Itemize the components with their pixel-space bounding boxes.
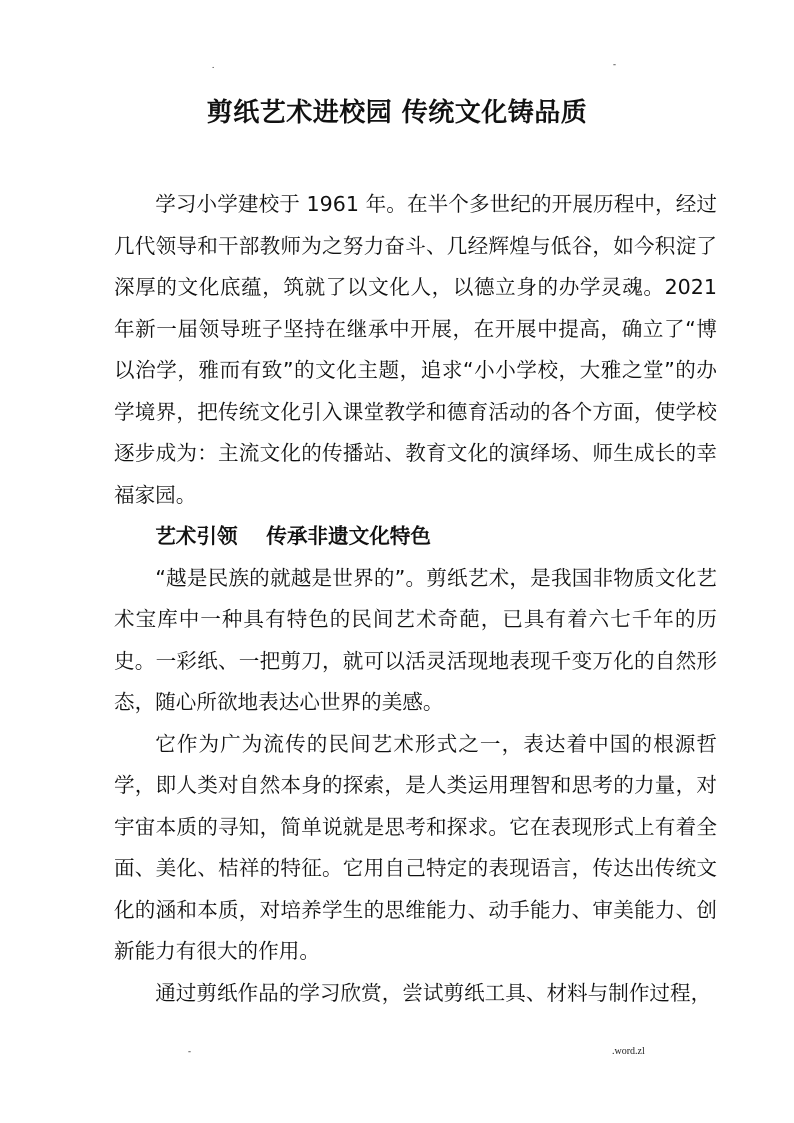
section-heading: 艺术引领 传承非遗文化特色 <box>155 524 431 548</box>
document-body <box>114 184 717 1014</box>
paragraph-paper-cutting-value: 它作为广为流传的民间艺术形式之一，表达着中国的根源哲学，即人类对自然本身的探索，是人类运用理智和思考的力量，对宇宙本质的寻知，简单说就是思考和探求。它在表现形式上有着全面、美化、桔祥的特征。它用自己特定的表现语言，传达出传统文化的涵和本质，对培养学生的思维能力、动手能力、审美能力、创新能力有很大的作用。 <box>114 731 717 963</box>
header-right-mark: - <box>613 59 616 69</box>
paragraph-paper-cutting-intro: “越是民族的就越是世界的”。剪纸艺术，是我国非物质文化艺术宝库中一种具有特色的民间艺术奇葩，已具有着六七千年的历史。一彩纸、一把剪刀，就可以活灵活现地表现千变万化的自然形态，随心所欲地表达心世界的美感。 <box>114 565 717 714</box>
header-left-mark: . <box>212 60 215 70</box>
footer-right-mark: .word.zl <box>612 1046 645 1057</box>
footer-left-mark: - <box>188 1046 191 1056</box>
paragraph-learning-process: 通过剪纸作品的学习欣赏，尝试剪纸工具、材料与制作过程， <box>155 980 712 1005</box>
paragraph-school-history: 学习小学建校于 1961 年。在半个多世纪的开展历程中，经过几代领导和干部教师为之努力奋斗、几经辉煌与低谷，如今积淀了深厚的文化底蕴，筑就了以文化人，以德立身的办学灵魂。2021 年新一届领导班子坚持在继承中开展，在开展中提高，确立了“博以治学，雅而有致”的文化主题，追求“小小学校，大雅之堂”的办学境界，把传统文化引入课堂教学和德育活动的各个方面，使学校逐步成为：主流文化的传播站、教育文化的演绎场、师生成长的幸福家园。 <box>114 192 717 507</box>
document-title: 剪纸艺术进校园 传统文化铸品质 <box>206 98 588 128</box>
